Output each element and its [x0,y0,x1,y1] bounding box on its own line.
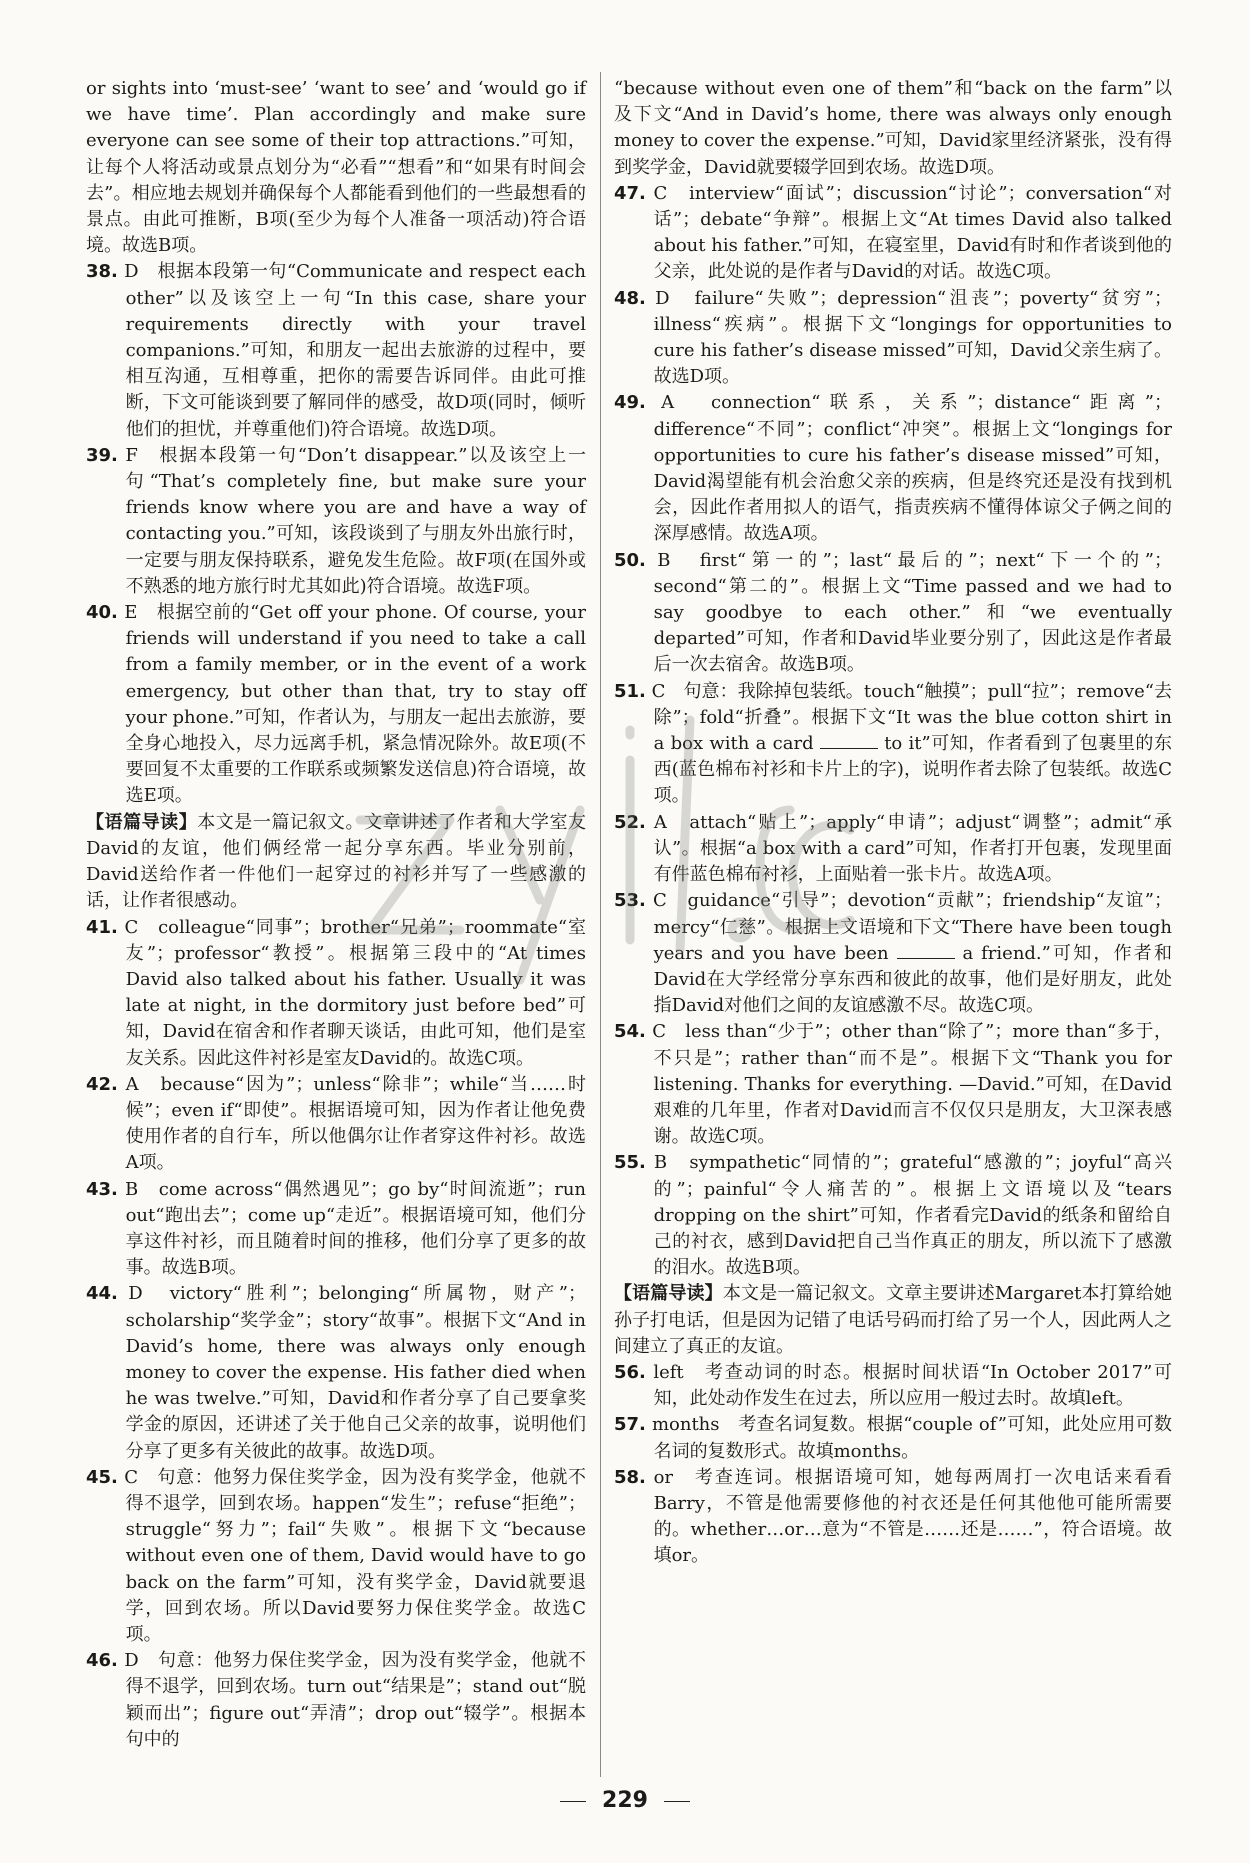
answer-item [86,600,586,810]
reading-guide-heading: 【语篇导读】 [614,1283,723,1305]
footer-dash-right [664,1801,690,1802]
reading-guide-heading: 【语篇导读】 [86,811,198,833]
left-column [86,76,586,1753]
answer-item [614,1150,1172,1281]
question-number: 38. [86,261,118,283]
question-number: 48. [614,287,646,309]
answer-text: B first“第一的”；last“最后的”；next“下一个的”；second“第二的”。根据上文“Time passed and we had to say goodbye to each other.”和“we eventually departed”可知，作者和David毕业要分别了，因此这是作者最后一次去宿舍。故选B项。 [653,549,1172,676]
question-number: 47. [614,182,646,204]
answer-text: A connection“联系，关系”；distance“距离”；difference“不同”；conflict“冲突”。根据上文“longings for opportunities to cure his father’s disease missed”可知，David渴望能有机会治愈父亲的疾病，但是终究还是没有找到机会，因此作者用拟人的语气，指责疾病不懂得体谅父子俩之间的深厚感情。故选A项。 [653,392,1172,545]
question-number: 43. [86,1178,118,1200]
answer-item [86,1648,586,1753]
reading-guide [86,810,586,915]
question-number: 45. [86,1466,118,1488]
answer-item [614,390,1172,547]
answer-text: left 考查动词的时态。根据时间状语“In October 2017”可知，此处动作发生在过去，所以应用一般过去时。故填left。 [653,1361,1172,1410]
answer-item [86,259,586,442]
footer-dash-left [560,1801,586,1802]
question-number: 40. [86,602,118,624]
question-number: 50. [614,549,646,571]
answer-item [86,1177,586,1282]
question-number: 53. [614,890,646,912]
question-number: 42. [86,1073,118,1095]
question-number: 58. [614,1466,646,1488]
right-column [614,76,1172,1570]
continued-paragraph [614,76,1172,181]
question-number: 44. [86,1283,118,1305]
answer-text: C less than“少于”；other than“除了”；more than“多于，不只是”；rather than“而不是”。根据下文“Thank you for listening. Thanks for everything. —David.”可知，在David艰难的几年里，作者对David而言不仅仅只是朋友，大卫深表感谢。故选C项。 [652,1021,1172,1148]
answer-item [614,1465,1172,1570]
question-number: 56. [614,1361,646,1383]
answer-text-continued: a friend.”可知，作者和David在大学经常分享东西和彼此的故事，他们是好朋友，此处指David对他们之间的友谊感激不尽。故选C项。 [653,942,1172,1017]
answer-text: C guidance“引导”；devotion“贡献”；friendship“友谊”；mercy“仁慈”。根据上文语境和下文“There have been tough years and you have been [652,890,1172,964]
answer-text-continued: to it”可知，作者看到了包裹里的东西(蓝色棉布衬衫和卡片上的字)，说明作者去除了包装纸。故选C项。 [653,733,1172,807]
question-number: 46. [86,1650,118,1672]
question-number: 54. [614,1021,646,1043]
answer-item [86,1281,586,1464]
answer-text: F 根据本段第一句“Don’t disappear.”以及该空上一句“That’s completely fine, but make sure your friends know where you are and have a way of contacting you.”可知，该段谈到了与朋友外出旅行时，一定要与朋友保持联系，避免发生危险。故F项(在国外或不熟悉的地方旅行时尤其如此)符合语境。故选F项。 [125,444,586,597]
answer-item [86,1072,586,1177]
reading-guide [614,1281,1172,1360]
answer-text: E 根据空前的“Get off your phone. Of course, your friends will understand if you need to take a call from a family member, or in the event of a work emergency, but other than that, try to stay off your phone.”可知，作者认为，与朋友一起出去旅游，要全身心地投入，尽力远离手机，紧急情况除外。故E项(不要回复不太重要的工作联系或频繁发送信息)符合语境，故选E项。 [124,602,586,807]
question-number: 51. [614,680,646,702]
page-footer [0,1788,1250,1813]
question-number: 39. [86,444,118,466]
answer-item [614,1360,1172,1412]
question-number: 49. [614,392,646,414]
fill-blank-line [820,734,878,749]
reading-guide-text: 本文是一篇记叙文。文章主要讲述Margaret本打算给她孙子打电话，但是因为记错了电话号码而打给了另一个人，因此两人之间建立了真正的友谊。 [614,1283,1173,1357]
answer-text: months 考查名词复数。根据“couple of”可知，此处应用可数名词的复数形式。故填months。 [651,1414,1172,1462]
answer-text: D 句意：他努力保住奖学金，因为没有奖学金，他就不得不退学，回到农场。turn out“结果是”；stand out“脱颖而出”；figure out“弄清”；drop out“辍学”。根据本句中的 [124,1650,586,1750]
question-number: 41. [86,916,118,938]
answer-text: A attach“贴上”；apply“申请”；adjust“调整”；admit“承认”。根据“a box with a card”可知，作者打开包裹，发现里面有件蓝色棉布衬衫，上面贴着一张卡片。故选A项。 [653,811,1172,886]
answer-item [86,915,586,1072]
continued-paragraph [86,76,586,259]
answer-item [614,679,1172,810]
reading-guide-text: 本文是一篇记叙文。文章讲述了作者和大学室友David的友谊，他们俩经常一起分享东西。毕业分别前，David送给作者一件他们一起穿过的衬衫并写了一些感激的话，让作者很感动。 [86,811,587,912]
question-number: 57. [614,1414,646,1436]
answer-item [86,1465,586,1648]
answer-text: B come across“偶然遇见”；go by“时间流逝”；run out“跑出去”；come up“走近”。根据语境可知，他们分享这件衬衫，而且随着时间的推移，他们分享了更多的故事。故选B项。 [124,1178,586,1279]
answer-text: D victory“胜利”；belonging“所属物，财产”；scholarship“奖学金”；story“故事”。根据下文“And in David’s home, there was always only enough money to cover the expense. His father died when he was twelve.”可知，David和作者分享了自己要拿奖学金的原因，还讲述了关于他自己父亲的故事，说明他们分享了更多有关彼此的故事。故选D项。 [125,1283,586,1462]
answer-item [614,548,1172,679]
answer-text: or 考查连词。根据语境可知，她每两周打一次电话来看看Barry，不管是他需要修他的衬衣还是任何其他他可能所需要的。whether…or…意为“不管是……还是……”，符合语境。故填or。 [653,1466,1172,1567]
answer-item [614,286,1172,391]
question-number: 55. [614,1152,646,1174]
answer-text: A because“因为”；unless“除非”；while“当……时候”；even if“即使”。根据语境可知，因为作者让他免费使用作者的自行车，所以他偶尔让作者穿这件衬衫。故选A项。 [125,1073,586,1174]
answer-item [614,810,1172,889]
paragraph-text: or sights into ‘must-see’ ‘want to see’ and ‘would go if we have time’. Plan accordingly and make sure everyone can see some of their top attractions.”可知，让每个人将活动或景点划分为“必看”“想看”和“如果有时间会去”。相应地去规划并确保每个人都能看到他们的一些最想看的景点。由此可推断，B项(至少为每个人准备一项活动)符合语境。故选B项。 [86,78,586,257]
question-number: 52. [614,811,646,833]
answer-item [86,443,586,600]
paragraph-text: “because without even one of them”和“back on the farm”以及下文“And in David’s home, there was always only enough money to cover the expense.”可知，David家里经济紧张，没有得到奖学金，David就要辍学回到农场。故选D项。 [614,78,1172,178]
answer-text: C 句意：我除掉包装纸。touch“触摸”；pull“拉”；remove“去除”；fold“折叠”。根据下文“It was the blue cotton shirt in a box with a card [651,680,1172,755]
answer-text: C interview“面试”；discussion“讨论”；conversation“对话”；debate“争辩”。根据上文“At times David also talked about his father.”可知，在寝室里，David有时和作者谈到他的父亲，此处说的是作者与David的对话。故选C项。 [653,182,1172,283]
fill-blank-line [897,944,955,959]
answer-item [614,1412,1172,1464]
answer-item [614,888,1172,1019]
answer-text: D 根据本段第一句“Communicate and respect each other”以及该空上一句“In this case, share your requirements directly with your travel companions.”可知，和朋友一起出去旅游的过程中，要相互沟通，互相尊重，把你的需要告诉同伴。由此可推断，下文可能谈到要了解同伴的感受，故D项(同时，倾听他们的担忧，并尊重他们)符合语境。故选D项。 [124,261,586,440]
answer-text: C colleague“同事”；brother“兄弟”；roommate“室友”；professor“教授”。根据第三段中的“At times David also talked about his father. Usually it was late at night, in the dormitory just before bed”可知，David在宿舍和作者聊天谈话，由此可知，他们是室友关系。因此这件衬衫是室友David的。故选C项。 [124,916,586,1069]
answer-text: B sympathetic“同情的”；grateful“感激的”；joyful“高兴的”；painful“令人痛苦的”。根据上文语境以及“tears dropping on the shirt”可知，作者看完David的纸条和留给自己的衬衣，感到David把自己当作真正的朋友，所以流下了感激的泪水。故选B项。 [653,1152,1172,1279]
answer-text: D failure“失败”；depression“沮丧”；poverty“贫穷”；illness“疾病”。根据下文“longings for opportunities to cure his father’s disease missed”可知，David父亲生病了。故选D项。 [653,287,1173,388]
answer-text: C 句意：他努力保住奖学金，因为没有奖学金，他就不得不退学，回到农场。happen“发生”；refuse“拒绝”；struggle“努力”；fail“失败”。根据下文“because without even one of them, David would have to go back on the farm”可知，没有奖学金，David就要退学，回到农场。所以David要努力保住奖学金。故选C项。 [124,1466,586,1645]
answer-item [614,1019,1172,1150]
page-number: 229 [602,1788,648,1813]
column-divider [600,72,601,1777]
answer-item [614,181,1172,286]
